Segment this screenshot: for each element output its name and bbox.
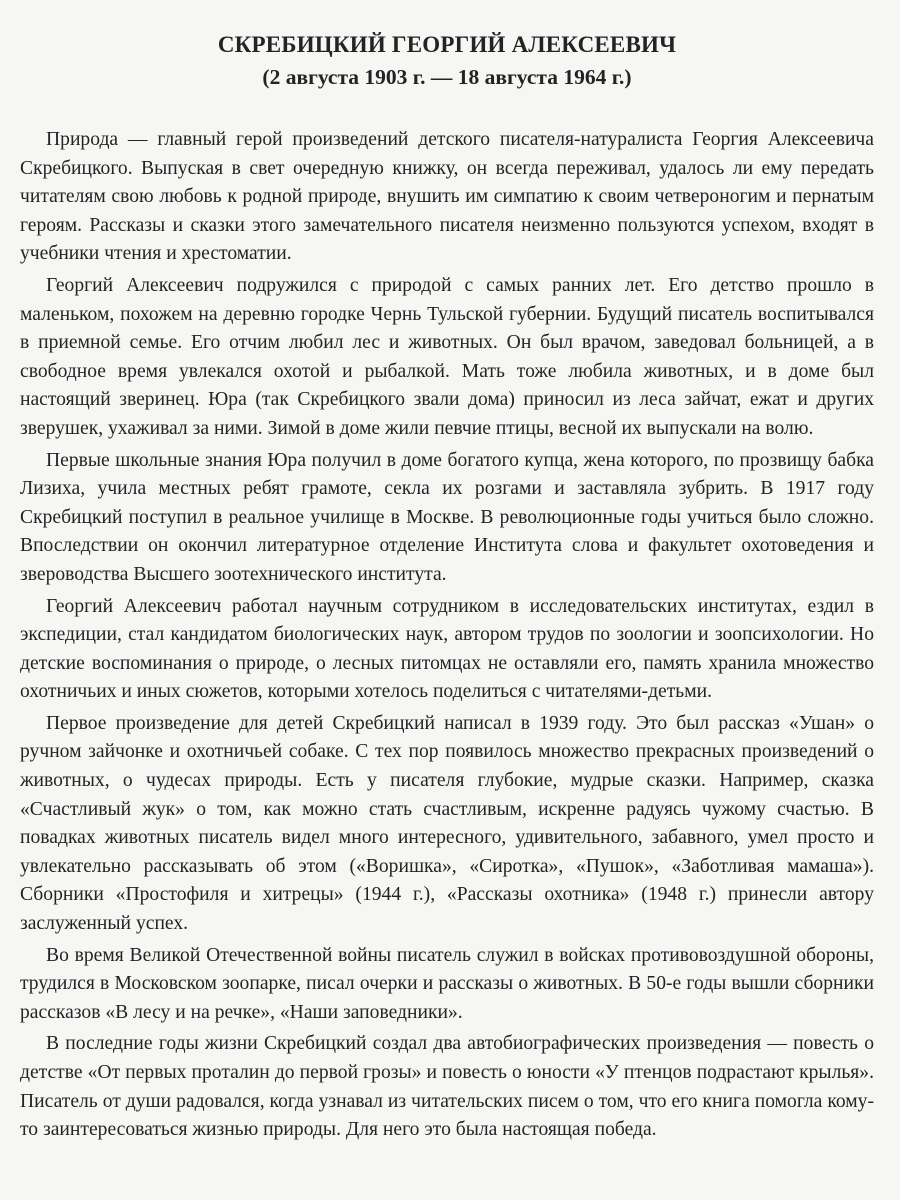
life-dates: (2 августа 1903 г. — 18 августа 1964 г.) [262,65,632,89]
paragraph: Первое произведение для детей Скребицкий написал в 1939 году. Это был рассказ «Ушан» о ручном зайчонке и охотничьей собаке. С тех пор появилось множество прекрасных произведений о животных, о чудесах природы. Есть у писателя глубокие, мудрые сказки. Например, сказка «Счастливый жук» о том, как можно стать счастливым, искренне радуясь чужому счастью. В повадках животных писатель видел много интересного, удивительного, забавного, умел просто и увлекательно рассказывать об этом («Воришка», «Сиротка», «Пушок», «Заботливая мамаша»). Сборники «Простофиля и хитрецы» (1944 г.), «Рассказы охотника» (1948 г.) принесли автору заслуженный успех. [20,712,874,935]
paragraph: Природа — главный герой произведений детского писателя-натуралиста Георгия Алексеевича Скребицкого. Выпуская в свет очередную книжку, он всегда переживал, удалось ли ему передать читателям свою любовь к родной природе, внушить им симпатию к своим четвероногим и пернатым героям. Рассказы и сказки этого замечательного писателя неизменно пользуются успехом, входят в учебники чтения и хрестоматии. [20,129,874,265]
article-title: СКРЕБИЦКИЙ ГЕОРГИЙ АЛЕКСЕЕВИЧ [217,32,677,57]
paragraph: Георгий Алексеевич подружился с природой с самых ранних лет. Его детство прошло в маленьком, похожем на деревню городке Чернь Тульской губернии. Будущий писатель воспитывался в приемной семье. Его отчим любил лес и животных. Он был врачом, заведовал больницей, а в свободное время увлекался охотой и рыбалкой. Мать тоже любила животных, и в доме был настоящий зверинец. Юра (так Скребицкого звали дома) приносил из леса зайчат, ежат и других зверушек, ухаживал за ними. Зимой в доме жили певчие птицы, весной их выпускали на волю. [20,274,874,439]
paragraph: Георгий Алексеевич работал научным сотрудником в исследовательских институтах, ездил в экспедиции, стал кандидатом биологических наук, автором трудов по зоологии и зоопсихологии. Но детские воспоминания о природе, о лесных питомцах не оставляли его, память хранила множество охотничьих и иных сюжетов, которыми хотелось поделиться с читателями-детьми. [20,595,874,703]
paragraph: Первые школьные знания Юра получил в доме богатого купца, жена которого, по прозвищу бабка Лизиха, учила местных ребят грамоте, секла их розгами и заставляла зубрить. В 1917 году Скребицкий поступил в реальное училище в Москве. В революционные годы учиться было сложно. Впоследствии он окончил литературное отделение Института слова и факультет охотоведения и звероводства Высшего зоотехнического института. [20,449,874,585]
article-body [20,126,874,1145]
paragraph: Во время Великой Отечественной войны писатель служил в войсках противовоздушной обороны, трудился в Московском зоопарке, писал очерки и рассказы о животных. В 50-е годы вышли сборники рассказов «В лесу и на речке», «Наши заповедники». [20,944,874,1023]
article-header [20,30,874,92]
paragraph: В последние годы жизни Скребицкий создал два автобиографических произведения — повесть о детстве «От первых проталин до первой грозы» и повесть о юности «У птенцов подрастают крылья». Писатель от души радовался, когда узнавал из читательских писем о том, что его книга помогла кому-то заинтересоваться жизнью природы. Для него это была настоящая победа. [20,1033,874,1141]
